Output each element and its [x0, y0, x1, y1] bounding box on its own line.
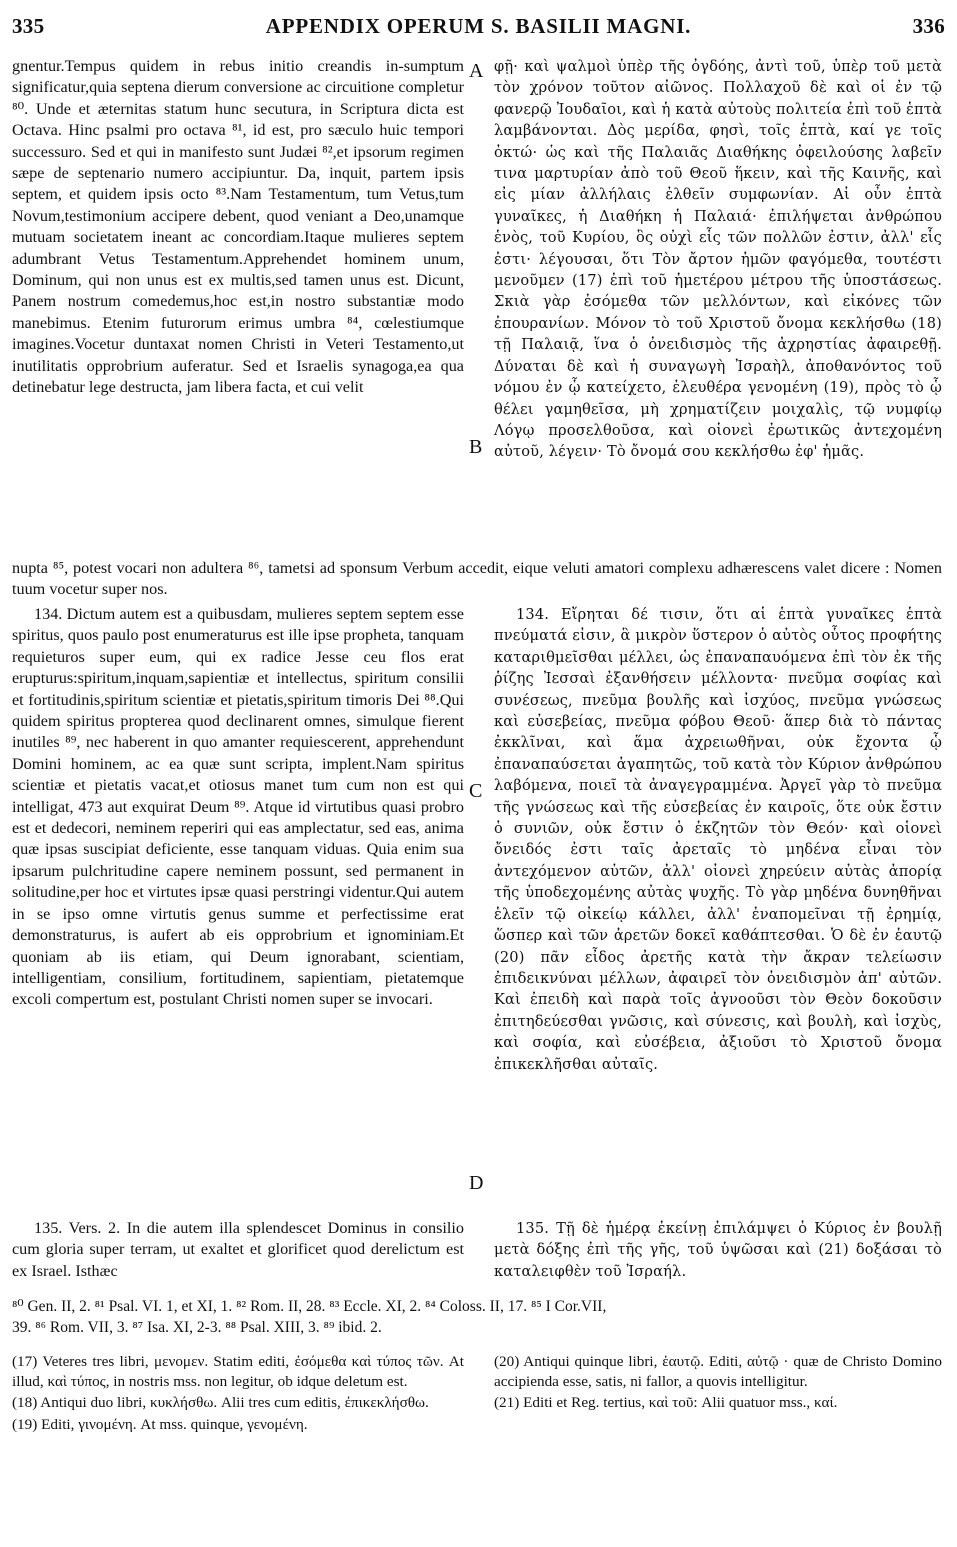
reference-line-2: 39. ⁸⁶ Rom. VII, 3. ⁸⁷ Isa. XI, 2-3. ⁸⁸ Psal. XIII, 3. ⁸⁹ ibid. 2. — [12, 1319, 382, 1336]
variant-notes-left — [12, 1352, 464, 1436]
latin-paragraph-133: gnentur.Tempus quidem in rebus initio creandis in-sumptum significatur,quia septena dierum conversione ac circuitione completur ⁸⁰. Unde et æternitas statum hunc secutura, in Scriptura dicta est Octava. Hinc psalmi pro octava ⁸¹, id est, pro sæculo huic tempori successuro. Sed et qui in manifesto sunt Judæi ⁸²,et ipsorum regimen sæpe de septenario numero accipiuntur. Da, inquit, partem ipsis septem, et quidem ipsis octo ⁸³.Nam Testamentum, tum Vetus,tum Novum,testimonium accipere debent, quod veniant a Deo,unamque mutuam societatem ineant ac concordiam.Itaque mulieres septem adumbrant Vetus Testamentum.Apprehendet hominem unum, Dominum, qui non unus est ex multis,sed tamen unus est. Dicunt, Panem nostrum comedemus,hoc est,in nostro substantiæ modo manebimus. Etenim futurorum erimus umbra ⁸⁴, cœlestiumque imagines.Vocetur duntaxat nomen Christi in Veteri Testamento,ut inutilitatis opprobrium auferatur. Sed et Israelis synagoga,ea qua detinebatur lege destructa, jam libera facta, et cui velit — [12, 57, 464, 397]
greek-column-upper — [494, 56, 942, 463]
full-width-bridge-text — [12, 558, 942, 601]
latin-column-lower — [12, 604, 464, 1011]
latin-column-135 — [12, 1218, 464, 1282]
variant-notes-right — [494, 1352, 942, 1415]
margin-marker-c: C — [469, 780, 483, 802]
margin-marker-d: D — [469, 1172, 484, 1194]
greek-column-lower — [494, 604, 942, 1075]
bridge-paragraph: nupta ⁸⁵, potest vocari non adultera ⁸⁶, tametsi ad sponsum Verbum accedit, eique veluti amatori complexu adhærescens valet dicere : Nomen tuum vocetur super nos. — [12, 559, 942, 599]
variant-note-20: (20) Antiqui quinque libri, ἑαυτῷ. Editi, αὐτῷ · quæ de Christo Domino accipienda esse, satis, ni fallor, a quovis intelligitur. — [494, 1353, 942, 1390]
variant-note-19: (19) Editi, γινομένη. At mss. quinque, γενομένη. — [12, 1415, 308, 1433]
scripture-references — [12, 1296, 942, 1338]
variant-note-17: (17) Veteres tres libri, μενομεν. Statim editi, ἐσόμεθα καὶ τύπος τῶν. At illud, καὶ τύπος, in nostris mss. non legitur, ob idque deletum est. — [12, 1353, 464, 1390]
page-number-left: 335 — [12, 14, 45, 38]
margin-marker-b: B — [469, 436, 483, 458]
page-number-right: 336 — [912, 14, 945, 38]
greek-paragraph-133: φῇ· καὶ ψαλμοὶ ὑπὲρ τῆς ὀγδόης, ἀντὶ τοῦ, ὑπὲρ τοῦ μετὰ τὸν χρόνον τοῦτον αἰῶνος. Πολλαχοῦ δὲ καὶ οἱ ἐν τῷ φανερῷ Ἰουδαῖοι, καὶ ἡ κατὰ αὐτοὺς πολιτεία ἐπὶ τοῦ ἑπτὰ λαμβάνονται. Δὸς μερίδα, φησὶ, τοῖς ἑπτὰ, καί γε τοῖς ὀκτώ· ὡς καὶ τῆς Παλαιᾶς Διαθήκης ὀφειλούσης λαβεῖν τινα μαρτυρίαν ἀπὸ τοῦ Θεοῦ ἥκειν, καὶ τῆς Καινῆς, καὶ εἰς μίαν ἀλλήλαις ἐλθεῖν συμφωνίαν. Αἱ οὖν ἑπτὰ γυναῖκες, ἡ Διαθήκη ἡ Παλαιά· ἐπιλήψεται ἀνθρώπου ἑνὸς, τοῦ Κυρίου, ὃς οὐχὶ εἷς τῶν πολλῶν ἐστιν, ἀλλ' εἷς ἐστι· λέγουσαι, ὅτι Τὸν ἄρτον ἡμῶν φαγόμεθα, τουτέστι μενοῦμεν (17) ἐπὶ τοῦ ἡμετέρου μέτρου τῆς ὑποστάσεως. Σκιὰ γὰρ ἐσόμεθα τῶν μελλόντων, καὶ εἰκόνες τῶν ἐπουρανίων. Μόνον τὸ τοῦ Χριστοῦ ὄνομα κεκλήσθω (18) τῇ Παλαιᾷ, ἵνα ὁ ὀνειδισμὸς τῆς ἀχρηστίας ἀφαιρεθῇ. Δύναται δὲ καὶ ἡ συναγωγὴ Ἰσραὴλ, ἀποθανόντος τοῦ νόμου ἐν ᾧ κατείχετο, ἐλευθέρα γενομένη (19), πρὸς τὸ ᾧ θέλει γαμηθεῖσα, μὴ χρηματίζειν μοιχαλὶς, τῷ νυμφίῳ Λόγῳ προσελθοῦσα, καὶ οἱονεὶ ἐρωτικῶς ἀντεχομένη αὐτοῦ, λέγειν· Τὸ ὄνομά σου κεκλήσθω ἐφ' ἡμᾶς. — [494, 58, 942, 461]
latin-column-upper — [12, 56, 464, 399]
margin-marker-a: A — [469, 60, 484, 82]
reference-line-1: ⁸⁰ Gen. II, 2. ⁸¹ Psal. VI. 1, et XI, 1. ⁸² Rom. II, 28. ⁸³ Eccle. XI, 2. ⁸⁴ Coloss. II, 17. ⁸⁵ I Cor.VII, — [12, 1298, 607, 1315]
variant-note-21: (21) Editi et Reg. tertius, καὶ τοῦ: Alii quatuor mss., καί. — [494, 1394, 838, 1411]
latin-paragraph-135: 135. Vers. 2. In die autem illa splendescet Dominus in consilio cum gloria super terram, ut exaltet et glorificet quod derelictum est ex Israel. Isthæc — [12, 1219, 464, 1280]
greek-paragraph-135: 135. Τῇ δὲ ἡμέρᾳ ἐκείνῃ ἐπιλάμψει ὁ Κύριος ἐν βουλῇ μετὰ δόξης ἐπὶ τῆς γῆς, τοῦ ὑψῶσαι καὶ (21) δοξάσαι τὸ καταλειφθὲν τοῦ Ἰσραήλ. — [494, 1220, 942, 1280]
greek-column-135 — [494, 1218, 942, 1282]
latin-paragraph-134: 134. Dictum autem est a quibusdam, mulieres septem septem esse spiritus, quos paulo post enumeraturus est ille ipse propheta, tanquam requieturos super eum, qui ex radice Jesse ceu flos erat erupturus:spiritum,inquam,sapientiæ et intellectus, spiritum consilii et fortitudinis,spiritum scientiæ et pietatis,spiritum timoris Dei ⁸⁸.Qui quidem spiritus propterea quod declinarent omnes, simulque fierent inutiles ⁸⁹, nec haberent in quo amanter requiescerent, apprehendunt Domini hominem, ac ea quæ sunt scripta, implent.Nam spiritus scientiæ et pietatis vacat,et otiosus manet tum cum non est qui intelligat, 473 aut exquirat Deum ⁸⁹. Atque id virtutibus quasi probro est et dedecori, neminem reperiri qui eas amplectatur, sed eas, anima quæ ipsas suscipiat deficiente, esse tanquam viduas. Quia enim sua ipsarum pulchritudine capere neminem possunt, sed permanent in solitudine,per hoc et virtutes ipsæ quasi perstringi videntur.Qui autem in se ipso omne virtutis genus summe et perfectissime erat demonstraturus, is aufert ab eis opprobrium et ignominiam.Et quoniam ab iis etiam, qui Deum ignorabant, scientiam, intelligentiam, consilium, fortitudinem, sapientiam, pietatemque excoli compertum est, postulant Christi nomen super se invocari. — [12, 605, 464, 1009]
variant-note-18: (18) Antiqui duo libri, κυκλήσθω. Alii tres cum editis, ἐπικεκλήσθω. — [12, 1394, 429, 1411]
greek-paragraph-134: 134. Εἴρηται δέ τισιν, ὅτι αἱ ἑπτὰ γυναῖκες ἑπτὰ πνεύματά εἰσιν, ἃ μικρὸν ὕστερον ὁ αὐτὸς οὗτος προφήτης καταριθμεῖσθαι μέλλει, ὡς ἐπαναπαυόμενα ἐπὶ τὸν ἐκ τῆς ῥίζης Ἰεσσαὶ ἐξανθήσειν μέλλοντα· πνεῦμα σοφίας καὶ συνέσεως, πνεῦμα βουλῆς καὶ ἰσχύος, πνεῦμα γνώσεως καὶ εὐσεβείας, πνεῦμα φόβου Θεοῦ· ἅπερ διὰ τὸ πάντας ἐκκλῖναι, καὶ ἅμα ἀχρειωθῆναι, οὐκ ἔχοντα ᾧ ἐπαναπαύσεται ἀγαπητῶς, τοῦ κατὰ τὸν Κύριον ἀνθρώπου λαβόμενα, ποιεῖ τὰ ἀναγεγραμμένα. Ἀργεῖ γὰρ τὸ πνεῦμα τῆς γνώσεως καὶ τῆς εὐσεβείας ἐν καιροῖς, ὅτε οὐκ ἔστιν ὁ συνιῶν, οὐκ ἔστιν ὁ ἐκζητῶν τὸν Θεόν· καὶ οἱονεὶ ὄνειδός ἐστι ταῖς ἀρεταῖς τὸ μηδένα εἶναι τὸν ἀντεχόμενον αὐτῶν, ἀλλ' οἱονεὶ χηρεύειν αὐτὰς ἀπορίᾳ τῆς ὑποδεχομένης αὐτὰς ψυχῆς. Τὸ γὰρ μηδένα δυνηθῆναι ἑλεῖν τῷ οἰκείῳ κάλλει, ἀλλ' ἐναπομεῖναι τῇ ἐρημίᾳ, ὥσπερ καὶ τῶν ἀρετῶν δοκεῖ καθάπτεσθαι. Ὁ δὲ ἐν ἑαυτῷ (20) πᾶν εἶδος ἀρετῆς κατὰ τὴν ἄκραν τελείωσιν ἐπιδεικνύναι μέλλων, ἀφαιρεῖ τὸν ὀνειδισμὸν ἀπ' αὐτῶν. Καὶ ἐπειδὴ καὶ παρὰ τοῖς ἀγνοοῦσι τὸν Θεὸν δοκοῦσιν ἐπιτηδεύεσθαι γνῶσις, καὶ σύνεσις, καὶ βουλὴ, καὶ ἰσχὺς, καὶ σοφία, καὶ εὐσέβεια, ἀξιοῦσι τὸ Χριστοῦ ὄνομα ἐπικεκλῆσθαι αὐταῖς. — [494, 606, 942, 1073]
running-title: APPENDIX OPERUM S. BASILII MAGNI. — [265, 14, 692, 38]
